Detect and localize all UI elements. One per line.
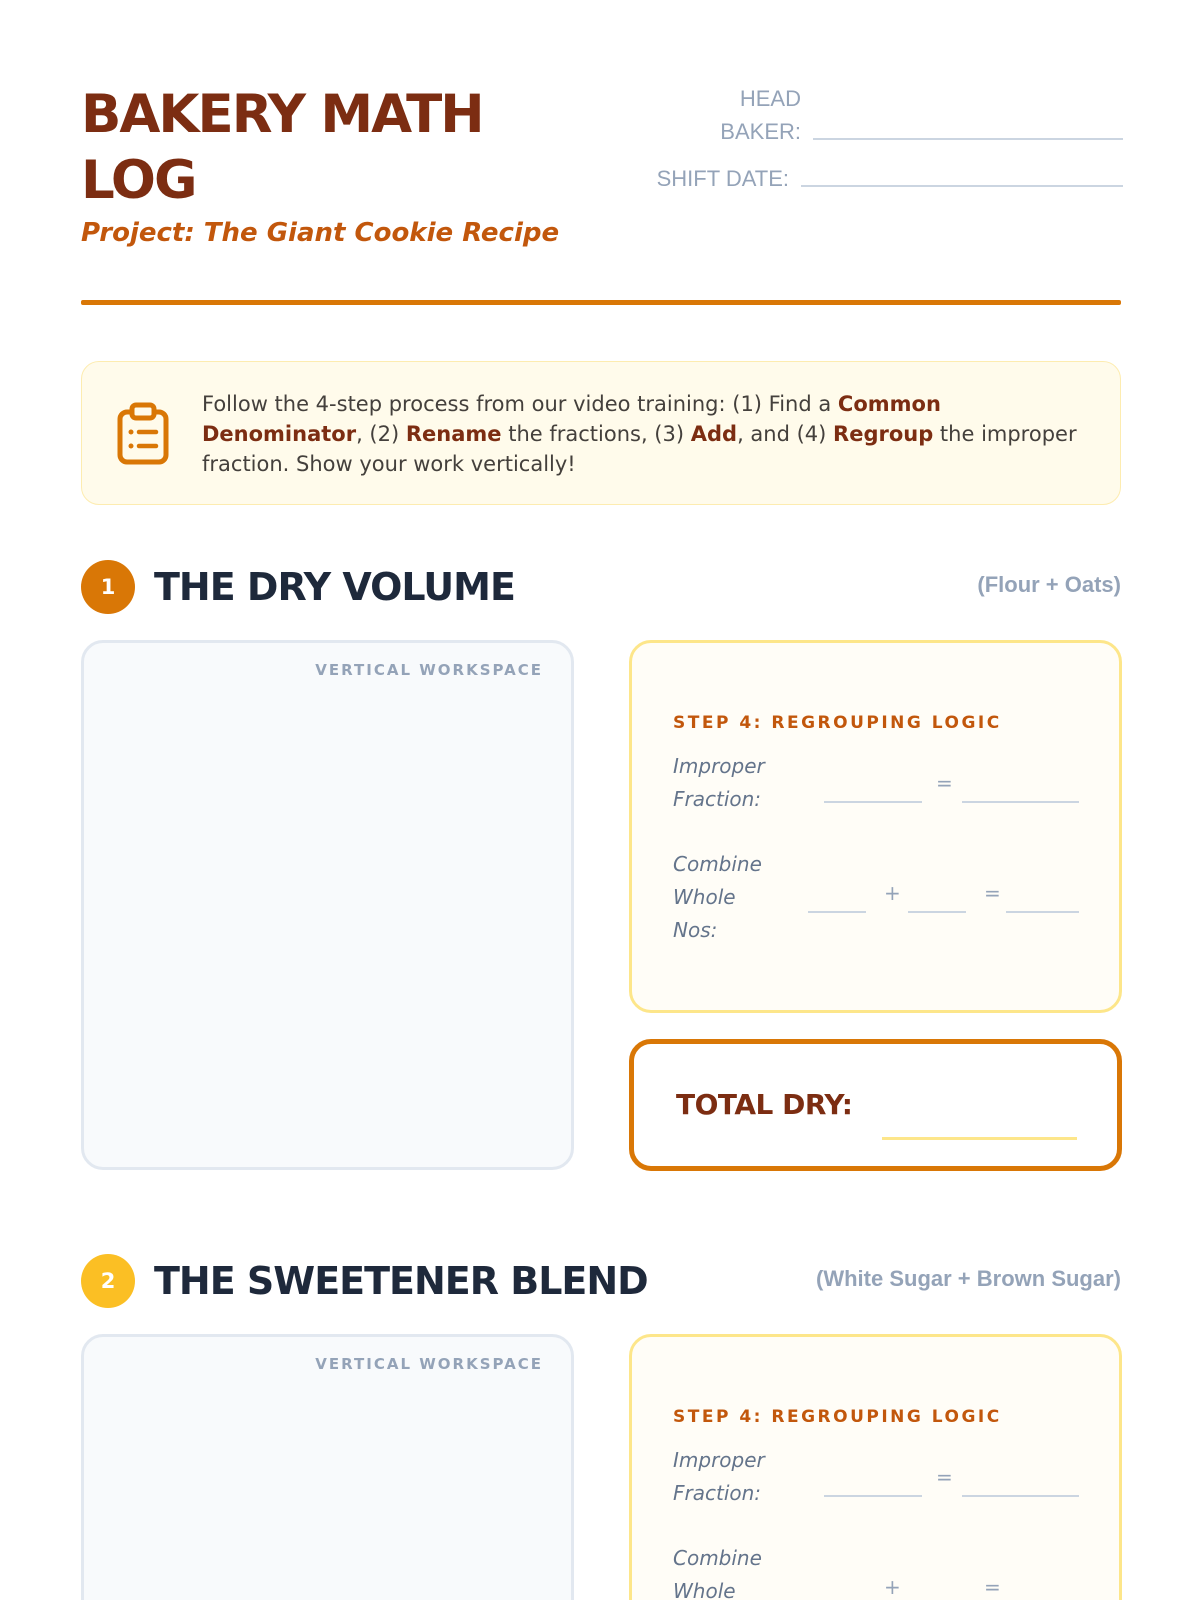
- instr-emph-add: Add: [690, 422, 738, 446]
- instructions-text: [202, 389, 1087, 479]
- instructions-box: [81, 361, 1121, 505]
- instr-emph-rename: Rename: [405, 422, 502, 446]
- instr-seg: the improper fraction. Show your work vertically!: [202, 422, 1077, 476]
- mixed-number-blank[interactable]: [962, 801, 1079, 803]
- section-title: THE DRY VOLUME: [154, 565, 515, 609]
- section-header-dry-volume: [81, 560, 1121, 614]
- improper-fraction-label: [673, 750, 765, 816]
- regrouping-logic-box: [629, 640, 1122, 1013]
- instr-seg: the fractions, (3): [501, 422, 691, 446]
- vertical-workspace[interactable]: [81, 640, 574, 1170]
- workspace-label: VERTICAL WORKSPACE: [315, 661, 543, 679]
- head-baker-label-line1: HEAD: [739, 86, 801, 111]
- label-line: Nos:: [673, 918, 718, 942]
- whole-sum-blank[interactable]: [1006, 911, 1079, 913]
- label-line: Fraction:: [673, 1481, 762, 1505]
- instr-seg: Follow the 4-step process from our video training: (1) Find a: [202, 392, 838, 416]
- shift-date-label: SHIFT DATE:: [656, 166, 789, 191]
- combine-whole-label: [673, 1542, 762, 1600]
- equals-sign: =: [984, 1575, 1001, 1599]
- total-answer-blank[interactable]: [882, 1137, 1077, 1140]
- header-divider: [81, 300, 1121, 305]
- logic-title: STEP 4: REGROUPING LOGIC: [673, 1407, 1002, 1427]
- equals-sign: =: [984, 881, 1001, 905]
- label-line: Combine: [673, 852, 762, 876]
- plus-sign: +: [884, 881, 901, 905]
- head-baker-label: [681, 82, 801, 148]
- section-number-badge: 1: [81, 560, 135, 614]
- total-label: TOTAL DRY:: [676, 1088, 853, 1121]
- improper-fraction-blank[interactable]: [824, 1495, 922, 1497]
- clipboard-list-icon: [114, 402, 174, 466]
- section-number-badge: 2: [81, 1254, 135, 1308]
- head-baker-label-line2: BAKER:: [720, 119, 801, 144]
- head-baker-field[interactable]: [813, 138, 1123, 140]
- whole-number-blank-2[interactable]: [908, 911, 966, 913]
- project-subtitle: Project: The Giant Cookie Recipe: [81, 218, 560, 248]
- workspace-label: VERTICAL WORKSPACE: [315, 1355, 543, 1373]
- label-line: Combine: [673, 1546, 762, 1570]
- shift-date-row: [646, 162, 1123, 195]
- section-title: THE SWEETENER BLEND: [154, 1259, 648, 1303]
- shift-date-field[interactable]: [801, 185, 1123, 187]
- plus-sign: +: [884, 1575, 901, 1599]
- total-dry-box: [629, 1039, 1122, 1171]
- improper-fraction-label: [673, 1444, 765, 1510]
- label-line: Whole: [673, 885, 736, 909]
- section-subtitle: (Flour + Oats): [977, 572, 1121, 597]
- whole-number-blank-1[interactable]: [808, 911, 866, 913]
- label-line: Fraction:: [673, 787, 762, 811]
- regrouping-logic-box: [629, 1334, 1122, 1600]
- equals-sign: =: [936, 1465, 953, 1489]
- head-baker-row: [681, 82, 1123, 148]
- instr-emph-regroup: Regroup: [833, 422, 934, 446]
- section-subtitle: (White Sugar + Brown Sugar): [816, 1266, 1121, 1291]
- combine-whole-label: [673, 848, 762, 947]
- page-title: BAKERY MATH LOG: [81, 84, 483, 211]
- equals-sign: =: [936, 771, 953, 795]
- vertical-workspace[interactable]: [81, 1334, 574, 1600]
- label-line: Improper: [673, 754, 765, 778]
- label-line: Improper: [673, 1448, 765, 1472]
- instr-emph-common-denominator: Common Denominator: [202, 392, 941, 446]
- instr-seg: , (2): [356, 422, 406, 446]
- instr-seg: , and (4): [737, 422, 834, 446]
- label-line: Whole: [673, 1579, 736, 1600]
- section-header-sweetener-blend: [81, 1254, 1121, 1308]
- logic-title: STEP 4: REGROUPING LOGIC: [673, 713, 1002, 733]
- mixed-number-blank[interactable]: [962, 1495, 1079, 1497]
- improper-fraction-blank[interactable]: [824, 801, 922, 803]
